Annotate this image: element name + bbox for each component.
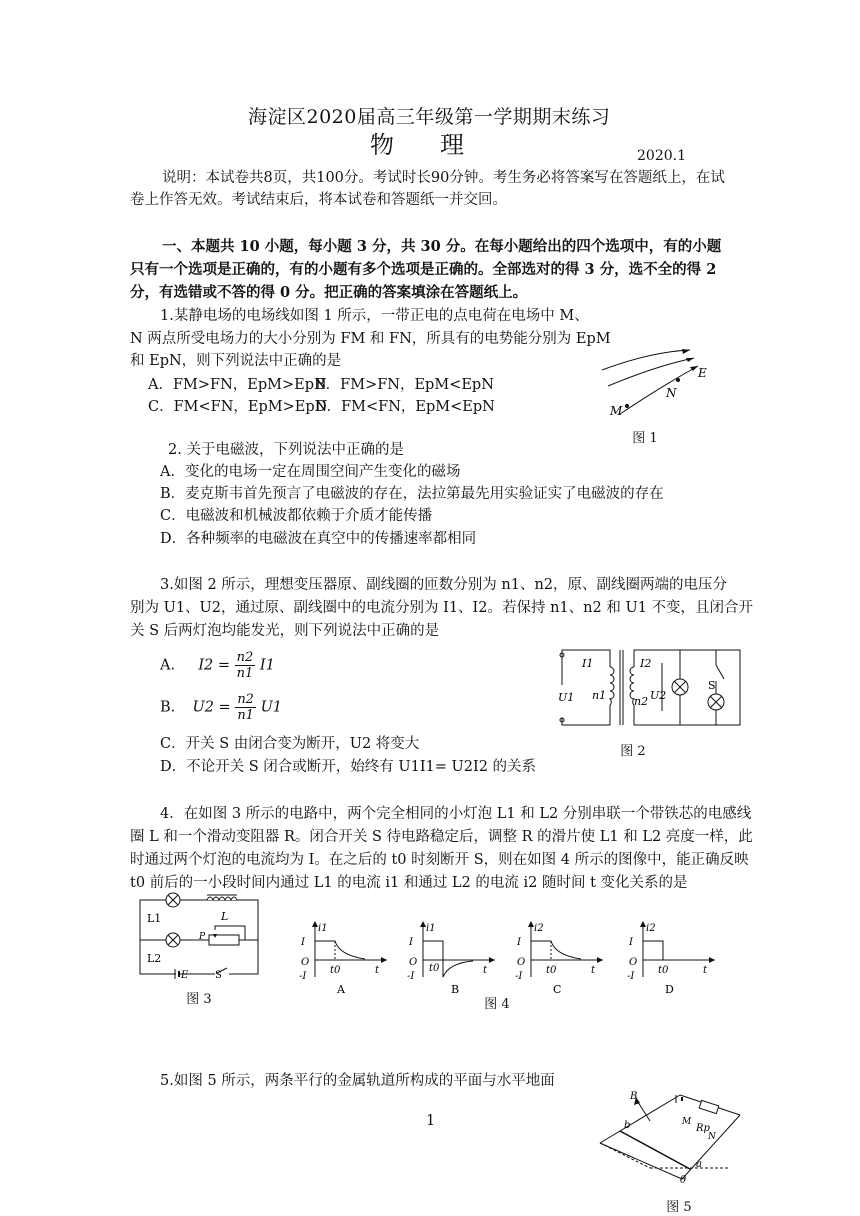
q2-option-c: C．电磁波和机械波都依赖于介质才能传播 — [160, 508, 433, 524]
arrow-head-2 — [686, 358, 694, 362]
label-i1: I1 — [582, 657, 594, 670]
point-n — [676, 378, 680, 382]
q1-option-b: B．FM>FN，EpM<EpN — [315, 377, 494, 393]
q1-line-3: 和 EpN，则下列说法中正确的是 — [130, 353, 342, 369]
primary-coil — [610, 667, 614, 705]
wire — [562, 705, 610, 725]
q4-line-2: 圈 L 和一个滑动变阻器 R。闭合开关 S 待电路稳定后，调整 R 的滑片使 L1 和 L2 亮度一样，此 — [130, 829, 753, 845]
figure-1-caption: 图 1 — [632, 431, 658, 446]
instructions-line-1: 说明：本试卷共8页，共100分。考试时长90分钟。考生务必将答案写在答题纸上，在试 — [162, 170, 725, 186]
page-number: 1 — [426, 1113, 436, 1129]
label-l: L — [221, 910, 229, 923]
q1-line-2: N 两点所受电场力的大小分别为 FM 和 FN，所具有的电势能分别为 EpM — [130, 331, 611, 347]
label-n2: n2 — [634, 695, 649, 708]
q3-option-b-lhs: U2 = — [192, 699, 231, 716]
top-rail-far — [600, 1095, 680, 1143]
label-i: I — [517, 937, 521, 948]
q1-option-a: A．FM>FN，EpM>EpN — [148, 377, 327, 393]
axis-arrow — [381, 957, 387, 963]
graph-a-letter: A — [337, 983, 345, 996]
graph-d-letter: D — [665, 983, 674, 996]
q5-stem: 5.如图 5 所示，两条平行的金属轨道所构成的平面与水平地面 — [160, 1073, 555, 1089]
label-t0: t0 — [429, 963, 440, 974]
label-t: t — [375, 965, 380, 976]
q3-line-2: 别为 U1、U2，通过原、副线圈中的电流分别为 I1、I2。若保持 n1、n2 和 U1 不变，且闭合开 — [130, 600, 754, 616]
label-theta: θ — [680, 1175, 687, 1186]
rail-front — [600, 1143, 682, 1179]
axis-arrow — [597, 957, 603, 963]
label-t0: t0 — [330, 965, 341, 976]
q3-option-a-rhs: I1 — [259, 657, 275, 674]
instructions-line-2: 卷上作答无效。考试结束后，将本试卷和答题纸一并交回。 — [130, 192, 507, 208]
label-u1: U1 — [558, 691, 575, 704]
q3-option-b-label: B. — [160, 699, 176, 716]
label-t0: t0 — [658, 965, 669, 976]
label-neg-i: -I — [627, 971, 635, 982]
q2-option-a: A．变化的电场一定在周围空间产生变化的磁场 — [160, 464, 461, 480]
graph-b-ylabel: i1 — [426, 923, 436, 934]
figure-4-graphs — [295, 915, 725, 1005]
rod-ab — [620, 1131, 690, 1169]
graph-b — [407, 921, 495, 996]
figure-5-caption: 图 5 — [666, 1200, 692, 1215]
current-curve — [315, 941, 365, 959]
label-i2: I2 — [640, 657, 652, 670]
field-line-3 — [620, 366, 698, 414]
q3-option-a — [160, 650, 275, 681]
q3-line-1: 3.如图 2 所示，理想变压器原、副线圈的匝数分别为 n1、n2，原、副线圈两端的电压分 — [160, 577, 728, 593]
label-neg-i: -I — [407, 971, 415, 982]
label-e: E — [181, 970, 189, 981]
label-t: t — [703, 965, 708, 976]
inductor-l-icon — [207, 897, 237, 900]
q3-option-b-fraction — [235, 692, 256, 723]
point-m — [625, 404, 629, 408]
label-o: O — [301, 957, 310, 968]
q3-option-c: C．开关 S 由闭合变为断开，U2 将变大 — [160, 736, 420, 752]
q3-option-d: D．不论开关 S 闭合或断开，始终有 U1I1= U2I2 的关系 — [160, 759, 537, 775]
q3-option-a-label: A. — [160, 657, 176, 674]
section1-line-3: 分，有选错或不答的得 0 分。把正确的答案填涂在答题纸上。 — [130, 284, 528, 301]
axis-arrow — [709, 957, 715, 963]
label-m: M — [610, 404, 623, 418]
figure-1-field-lines — [590, 340, 720, 430]
q1-option-c: C．FM<FN，EpM>EpN — [148, 399, 328, 415]
figure-4-caption: 图 4 — [484, 997, 510, 1012]
label-t: t — [483, 965, 488, 976]
figure-3-circuit — [135, 892, 265, 982]
graph-c-ylabel: i2 — [534, 923, 544, 934]
label-neg-i: -I — [515, 971, 523, 982]
q4-line-3: 时通过两个灯泡的电流均为 I。在之后的 t0 时刻断开 S，则在如图 4 所示的图像中，能正确反映 — [130, 852, 749, 868]
label-neg-i: -I — [299, 971, 307, 982]
subject-title: 物理 — [370, 131, 510, 159]
label-o: O — [517, 957, 526, 968]
label-n: N — [708, 1132, 716, 1142]
q3-option-b-num: n2 — [237, 692, 254, 707]
q1-option-d: D．FM<FN，EpM<EpN — [315, 399, 495, 415]
rheostat-r-icon — [209, 935, 239, 945]
graph-c-letter: C — [553, 983, 562, 996]
q4-line-4: t0 前后的一小段时间内通过 L1 的电流 i1 和通过 L2 的电流 i2 随时间 t 变化关系的是 — [130, 875, 688, 891]
figure-2-caption: 图 2 — [620, 744, 646, 759]
label-i: I — [301, 937, 305, 948]
section1-line-1: 一、本题共 10 小题，每小题 3 分，共 30 分。在每小题给出的四个选项中，有的小题 — [162, 238, 722, 255]
field-line-1 — [602, 350, 690, 370]
label-a: a — [696, 1159, 702, 1170]
battery-gap — [176, 968, 178, 980]
graph-c — [515, 921, 603, 996]
axis-arrow — [489, 957, 495, 963]
q4-line-1: 4．在如图 3 所示的电路中，两个完全相同的小灯泡 L1 和 L2 分别串联一个带铁芯的电感线 — [160, 806, 752, 822]
label-p: P — [199, 932, 206, 942]
q2-stem: 2. 关于电磁波，下列说法中正确的是 — [168, 442, 404, 458]
label-i: I — [629, 937, 633, 948]
label-i: I — [409, 937, 413, 948]
q3-option-a-fraction — [235, 650, 256, 681]
graph-d — [627, 921, 715, 996]
q3-option-b — [160, 692, 282, 723]
q3-option-a-lhs: I2 = — [198, 657, 231, 674]
exam-title: 海淀区2020届高三年级第一学期期末练习 — [248, 106, 611, 128]
section1-line-2: 只有一个选项是正确的，有的小题有多个选项是正确的。全部选对的得 3 分，选不全的得 2 — [130, 261, 717, 278]
label-t0: t0 — [546, 965, 557, 976]
rheostat-rp-icon — [699, 1100, 719, 1113]
graph-a-ylabel: i1 — [318, 923, 328, 934]
graph-a — [299, 921, 387, 996]
label-u2: U2 — [650, 689, 667, 702]
label-n: N — [666, 386, 677, 400]
label-o: O — [629, 957, 638, 968]
q3-option-a-num: n2 — [236, 650, 254, 665]
exam-date: 2020.1 — [637, 148, 686, 164]
label-s: S — [215, 970, 222, 981]
graph-b-letter: B — [451, 983, 460, 996]
q2-option-d: D．各种频率的电磁波在真空中的传播速率都相同 — [160, 531, 477, 547]
figure-5-rails — [590, 1083, 750, 1195]
label-o: O — [409, 957, 418, 968]
label-s: S — [708, 679, 716, 692]
label-m: M — [682, 1117, 692, 1127]
label-b: b — [624, 1120, 631, 1131]
label-e: E — [698, 366, 707, 380]
q3-line-3: 关 S 后两灯泡均能发光，则下列说法中正确的是 — [130, 623, 440, 639]
figure-2-transformer-circuit — [550, 645, 750, 730]
current-curve — [531, 941, 581, 959]
switch-s-icon — [716, 665, 724, 679]
label-l1: L1 — [147, 912, 162, 925]
label-b-field: B — [630, 1091, 638, 1102]
figure-3-caption: 图 3 — [186, 992, 212, 1007]
q2-option-b: B．麦克斯韦首先预言了电磁波的存在，法拉第最先用实验证实了电磁波的存在 — [160, 486, 664, 502]
field-line-2 — [608, 358, 694, 386]
q3-option-b-den: n1 — [237, 708, 254, 723]
label-rp: Rp — [696, 1123, 710, 1134]
label-l2: L2 — [147, 952, 162, 965]
q3-option-a-den: n1 — [236, 666, 254, 681]
q1-line-1: 1.某静电场的电场线如图 1 所示，一带正电的点电荷在电场中 M、 — [160, 308, 589, 324]
label-n1: n1 — [592, 689, 607, 702]
q3-option-b-rhs: U1 — [260, 699, 283, 716]
current-curve — [643, 941, 663, 960]
graph-d-ylabel: i2 — [646, 923, 656, 934]
label-t: t — [591, 965, 596, 976]
